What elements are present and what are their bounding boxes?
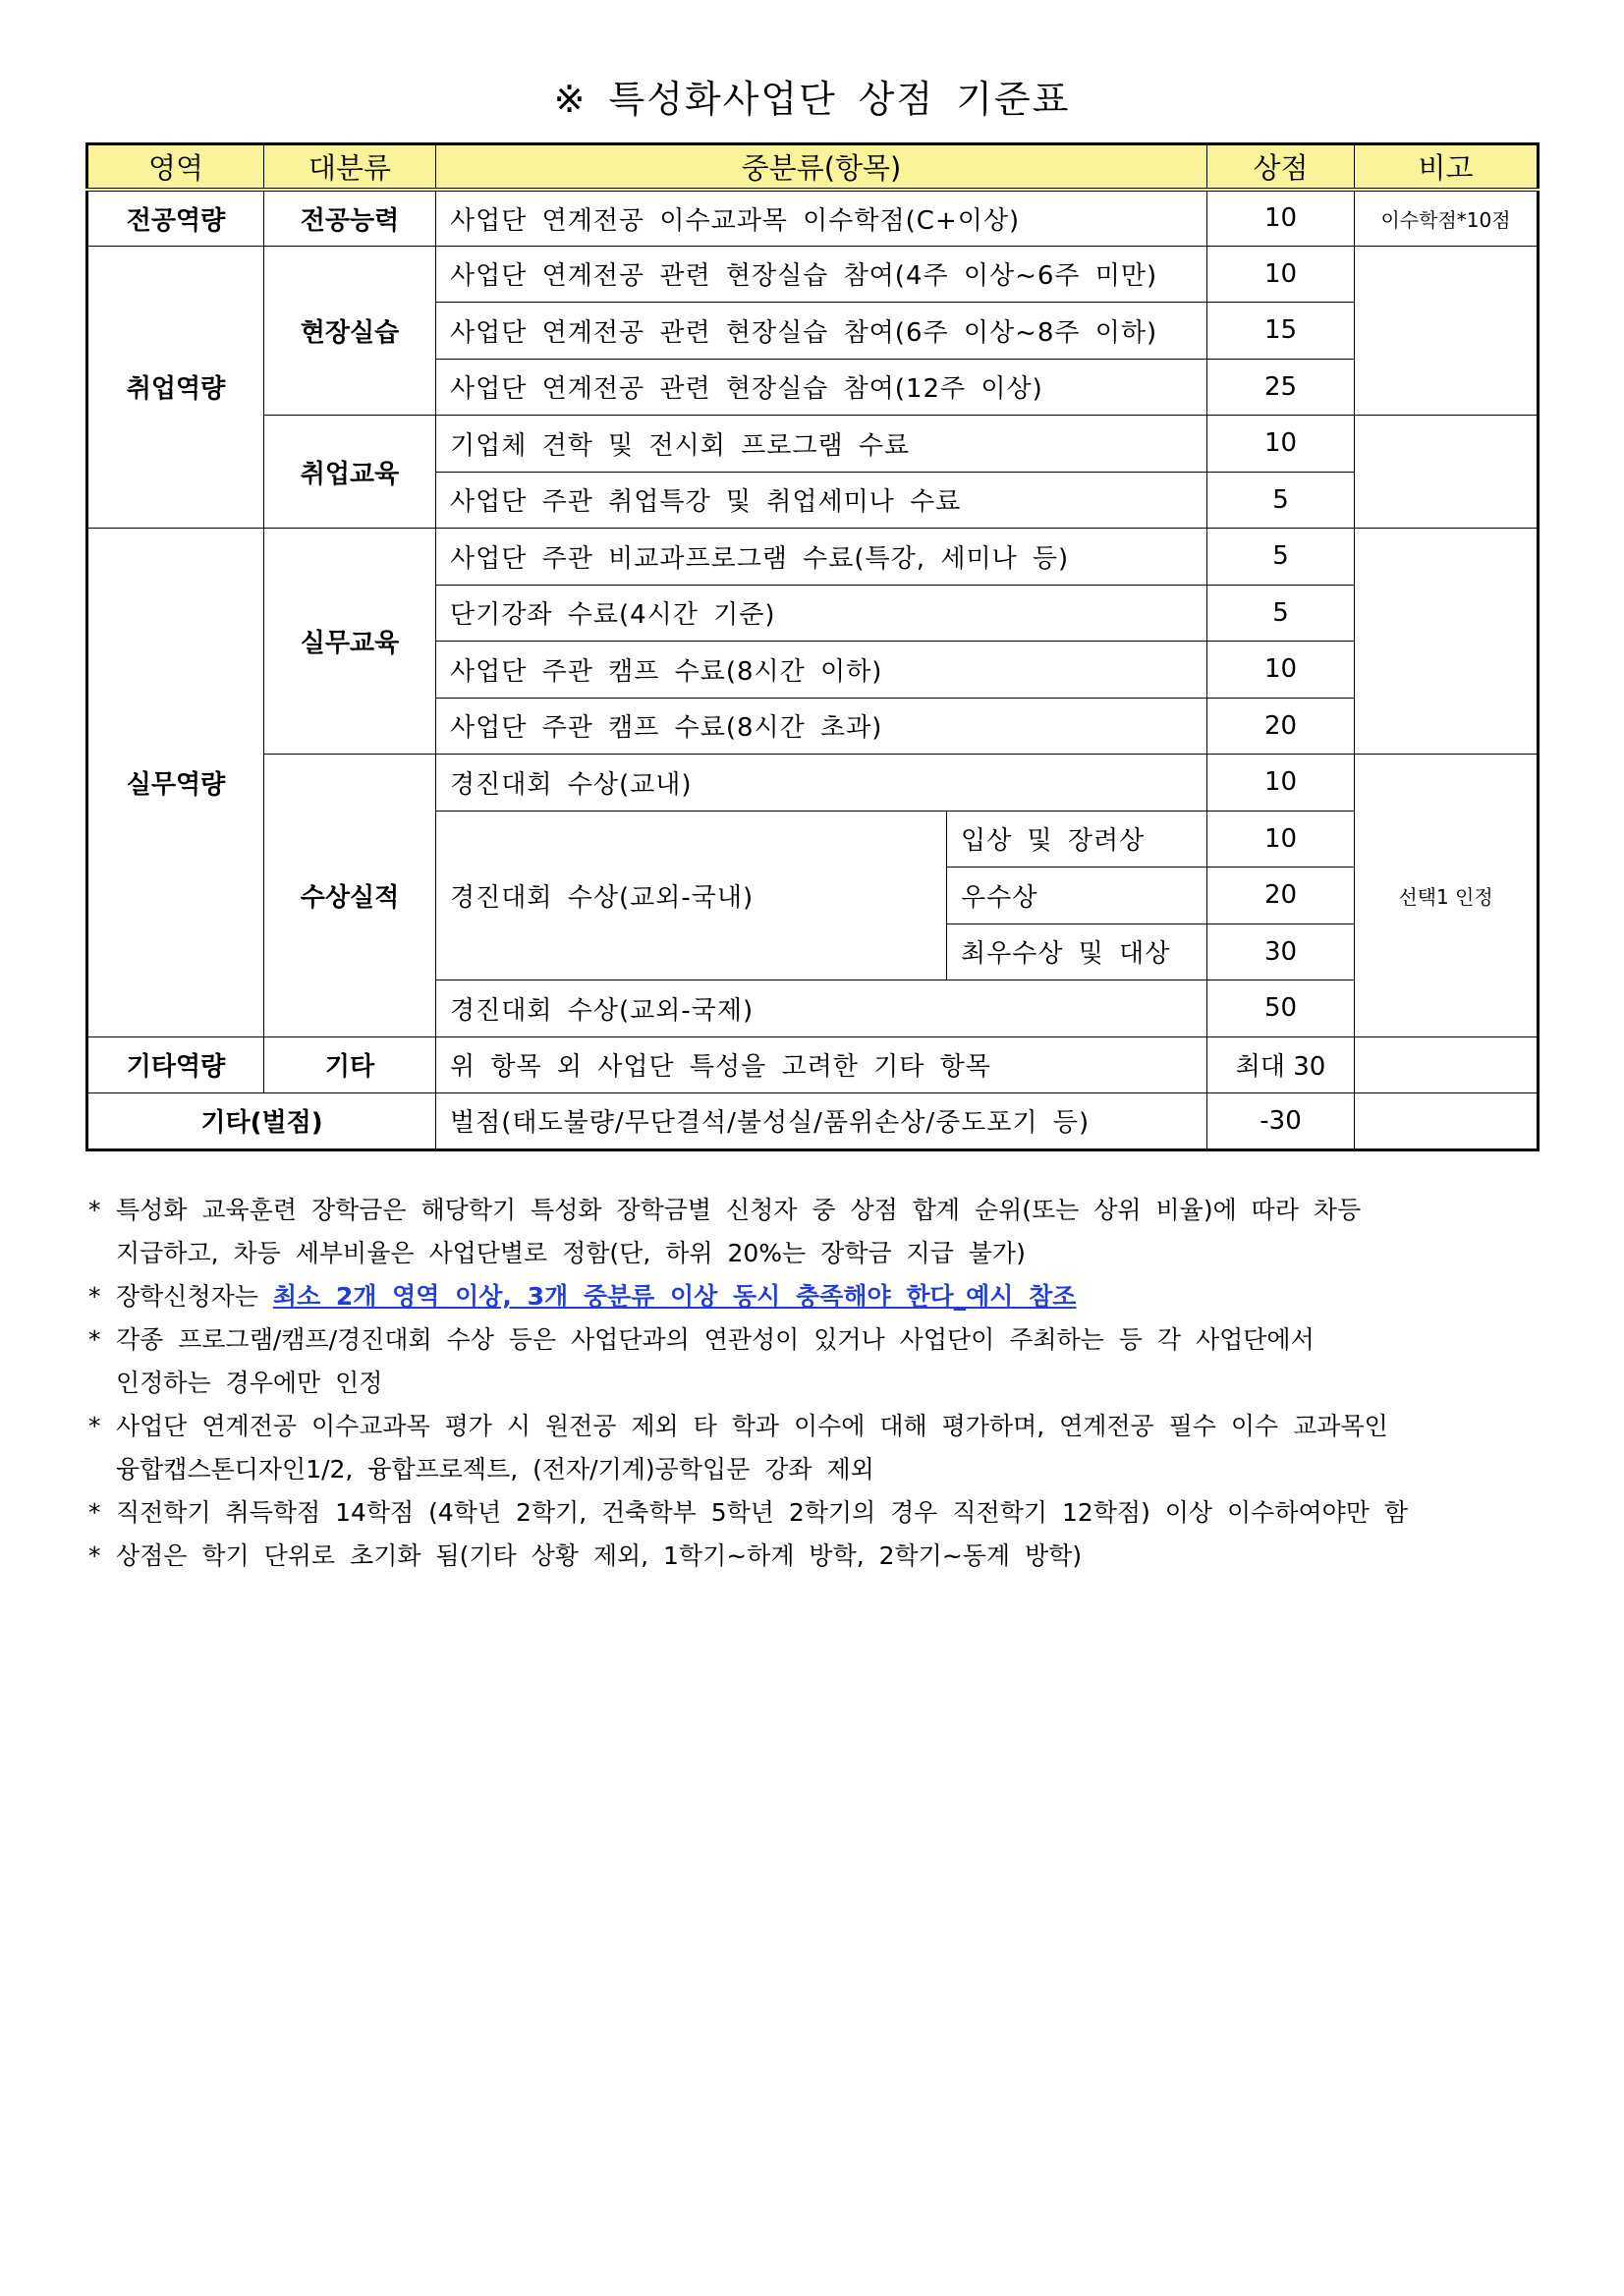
note-item (88, 1189, 1552, 1275)
highlighted-requirement: 최소 2개 영역 이상, 3개 중분류 이상 동시 충족해야 한다_예시 참조 (272, 1282, 1077, 1311)
page-title: ※ 특성화사업단 상점 기준표 (553, 78, 1071, 121)
points-cell: 10 (1207, 416, 1355, 473)
item-cell: 단기강좌 수료(4시간 기준) (436, 585, 1207, 642)
note-text: 인정하는 경우에만 인정 (116, 1369, 383, 1397)
bullet-star: * (88, 1541, 101, 1570)
table-row (87, 416, 1539, 473)
area-cell: 기타(벌점) (87, 1093, 436, 1150)
item-cell: 사업단 주관 취업특강 및 취업세미나 수료 (436, 472, 1207, 529)
item-cell: 위 항목 외 사업단 특성을 고려한 기타 항목 (436, 1036, 1207, 1093)
area-cell: 전공역량 (87, 190, 264, 247)
note-item (88, 1535, 1552, 1578)
area-cell: 실무역량 (87, 529, 264, 1037)
bullet-star: * (88, 1498, 101, 1527)
item-cell: 사업단 연계전공 이수교과목 이수학점(C+이상) (436, 190, 1207, 247)
category-cell: 전공능력 (264, 190, 436, 247)
item-cell: 사업단 주관 캠프 수료(8시간 이하) (436, 642, 1207, 699)
bullet-star: * (88, 1412, 101, 1440)
note-item (88, 1491, 1552, 1535)
note-text: 상점은 학기 단위로 초기화 됨(기타 상황 제외, 1학기~하계 방학, 2학기~동계 방학) (116, 1541, 1083, 1570)
note-text: 융합캡스톤디자인1/2, 융합프로젝트, (전자/기계)공학입문 강좌 제외 (116, 1455, 874, 1484)
merit-criteria-table (85, 142, 1540, 1151)
table-row (87, 246, 1539, 303)
note-item (88, 1405, 1552, 1491)
sub-item-cell: 우수상 (947, 868, 1207, 924)
item-cell: 사업단 연계전공 관련 현장실습 참여(4주 이상~6주 미만) (436, 246, 1207, 303)
bullet-star: * (88, 1282, 101, 1311)
category-cell: 취업교육 (264, 416, 436, 529)
points-cell: -30 (1207, 1093, 1355, 1150)
bullet-star: * (88, 1325, 101, 1354)
note-text: 각종 프로그램/캠프/경진대회 수상 등은 사업단과의 연관성이 있거나 사업단이 주최하는 등 각 사업단에서 (116, 1325, 1315, 1354)
points-cell: 20 (1207, 868, 1355, 924)
header-points: 상점 (1207, 144, 1355, 190)
item-cell: 경진대회 수상(교외-국내) (436, 811, 947, 980)
points-cell: 20 (1207, 698, 1355, 755)
points-cell: 50 (1207, 980, 1355, 1037)
item-cell: 기업체 견학 및 전시회 프로그램 수료 (436, 416, 1207, 473)
points-cell: 5 (1207, 529, 1355, 586)
item-cell: 경진대회 수상(교내) (436, 755, 1207, 812)
note-text: 장학신청자는 (116, 1282, 273, 1311)
table-header-row (87, 144, 1539, 190)
note-cell: 선택1 인정 (1355, 755, 1539, 1037)
item-cell: 경진대회 수상(교외-국제) (436, 980, 1207, 1037)
note-cell (1355, 416, 1539, 529)
points-cell: 15 (1207, 303, 1355, 360)
note-cell (1355, 246, 1539, 416)
table-row (87, 190, 1539, 247)
note-text: 직전학기 취득학점 14학점 (4학년 2학기, 건축학부 5학년 2학기의 경우 직전학기 12학점) 이상 이수하여야만 함 (116, 1498, 1409, 1527)
points-cell: 10 (1207, 246, 1355, 303)
header-area: 영역 (87, 144, 264, 190)
category-cell: 현장실습 (264, 246, 436, 416)
points-cell: 30 (1207, 924, 1355, 980)
points-cell: 25 (1207, 359, 1355, 416)
note-cell: 이수학점*10점 (1355, 190, 1539, 247)
note-item (88, 1275, 1552, 1318)
table-row (87, 529, 1539, 586)
points-cell: 5 (1207, 472, 1355, 529)
area-cell: 취업역량 (87, 246, 264, 529)
note-item (88, 1318, 1552, 1405)
bullet-star: * (88, 1196, 101, 1224)
header-category: 대분류 (264, 144, 436, 190)
note-text: 특성화 교육훈련 장학금은 해당학기 특성화 장학금별 신청자 중 상점 합계 순위(또는 상위 비율)에 따라 차등 (116, 1196, 1362, 1224)
category-cell: 기타 (264, 1036, 436, 1093)
table-row (87, 755, 1539, 812)
area-cell: 기타역량 (87, 1036, 264, 1093)
item-cell: 벌점(태도불량/무단결석/불성실/품위손상/중도포기 등) (436, 1093, 1207, 1150)
category-cell: 수상실적 (264, 755, 436, 1037)
table-row (87, 1093, 1539, 1150)
item-cell: 사업단 연계전공 관련 현장실습 참여(12주 이상) (436, 359, 1207, 416)
points-cell: 10 (1207, 190, 1355, 247)
sub-item-cell: 최우수상 및 대상 (947, 924, 1207, 980)
item-cell: 사업단 주관 비교과프로그램 수료(특강, 세미나 등) (436, 529, 1207, 586)
item-cell: 사업단 연계전공 관련 현장실습 참여(6주 이상~8주 이하) (436, 303, 1207, 360)
note-cell (1355, 1036, 1539, 1093)
points-cell: 최대 30 (1207, 1036, 1355, 1093)
note-text: 사업단 연계전공 이수교과목 평가 시 원전공 제외 타 학과 이수에 대해 평가하며, 연계전공 필수 이수 교과목인 (116, 1412, 1388, 1440)
points-cell: 10 (1207, 811, 1355, 868)
points-cell: 10 (1207, 755, 1355, 812)
notes-section (88, 1189, 1552, 1578)
header-note: 비고 (1355, 144, 1539, 190)
sub-item-cell: 입상 및 장려상 (947, 811, 1207, 868)
note-cell (1355, 529, 1539, 755)
item-cell: 사업단 주관 캠프 수료(8시간 초과) (436, 698, 1207, 755)
points-cell: 5 (1207, 585, 1355, 642)
points-cell: 10 (1207, 642, 1355, 699)
category-cell: 실무교육 (264, 529, 436, 755)
note-cell (1355, 1093, 1539, 1150)
table-row (87, 1036, 1539, 1093)
note-text: 지급하고, 차등 세부비율은 사업단별로 정함(단, 하위 20%는 장학금 지급 불가) (116, 1239, 1026, 1267)
header-item: 중분류(항목) (436, 144, 1207, 190)
